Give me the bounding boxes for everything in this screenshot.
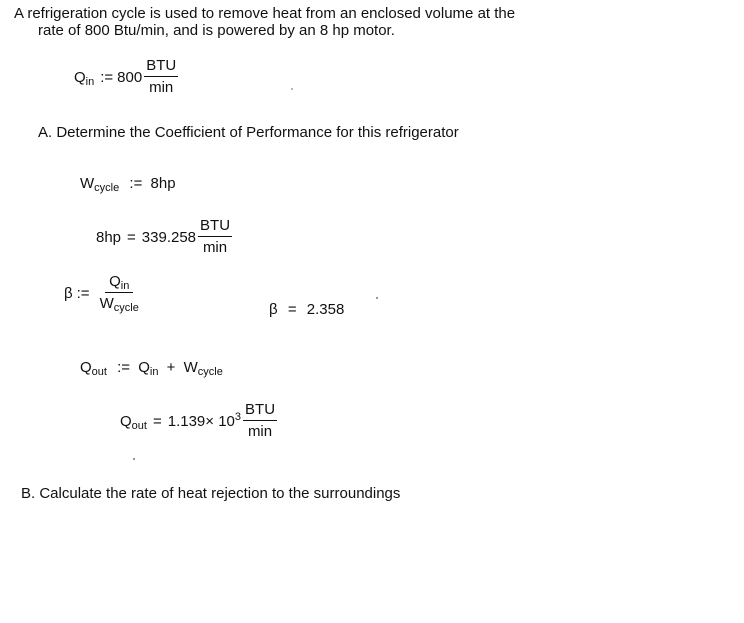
part-a-heading: A. Determine the Coefficient of Performance for this refrigerator (38, 124, 459, 141)
wcycle-definition (80, 175, 176, 192)
qout-definition (80, 359, 223, 376)
hp-conversion-unit-fraction (198, 218, 232, 256)
beta-result (269, 301, 344, 318)
beta-numerator: $Q_{in}$ (105, 274, 133, 293)
beta-result-symbol: β (269, 301, 278, 318)
qin-unit-numerator: BTU (144, 58, 178, 77)
beta-definition (64, 274, 141, 312)
hp-conversion-value: 339.258 (141, 228, 197, 246)
wcycle-assign-operator: := (129, 175, 143, 192)
qout-result-equals: = (152, 412, 162, 430)
problem-statement-line-2: rate of 800 Btu/min, and is powered by an 8 hp motor. (38, 22, 395, 39)
beta-result-value: 2.358 (306, 301, 345, 318)
beta-symbol: β (64, 284, 73, 302)
qin-symbol: $Q_{in}$ (74, 68, 95, 88)
qout-result-unit-numerator: BTU (243, 402, 277, 421)
qout-result-symbol: $Q_{out}$ (120, 412, 147, 432)
beta-result-equals: = (287, 301, 297, 318)
qout-plus-operator: + (166, 359, 176, 376)
hp-conversion (96, 218, 232, 256)
qin-unit-denominator: min (149, 79, 174, 96)
qout-result-value: $1.139\times 10^3$ (167, 410, 242, 430)
qout-result (120, 402, 277, 440)
problem-statement-line-1: A refrigeration cycle is used to remove heat from an enclosed volume at the (14, 5, 516, 22)
qout-result-unit-fraction (243, 402, 277, 440)
qout-assign-operator: := (117, 359, 131, 376)
qin-unit-fraction (144, 58, 178, 96)
qin-assign-operator: := (100, 68, 114, 86)
beta-assign-operator: := (76, 284, 90, 302)
beta-denominator: $W_{cycle}$ (99, 295, 139, 314)
qin-value: 800 (117, 68, 143, 86)
qout-term-wcycle: $W_{cycle}$ (183, 359, 223, 378)
part-b-heading: B. Calculate the rate of heat rejection to the surroundings (21, 485, 401, 502)
wcycle-symbol: $W_{cycle}$ (80, 175, 120, 194)
stray-mark (133, 458, 135, 460)
wcycle-value: 8hp (150, 175, 176, 192)
qout-result-unit-denominator: min (247, 423, 273, 440)
hp-conversion-unit-numerator: BTU (198, 218, 232, 237)
qout-term-qin: $Q_{in}$ (138, 359, 159, 378)
qin-definition (74, 58, 178, 96)
hp-conversion-unit-denominator: min (202, 239, 228, 256)
qout-symbol: $Q_{out}$ (80, 359, 107, 378)
stray-mark (291, 88, 293, 90)
hp-conversion-lhs: 8hp (96, 228, 122, 246)
beta-fraction (98, 274, 141, 312)
hp-conversion-equals: = (127, 228, 136, 246)
stray-mark (376, 297, 378, 299)
